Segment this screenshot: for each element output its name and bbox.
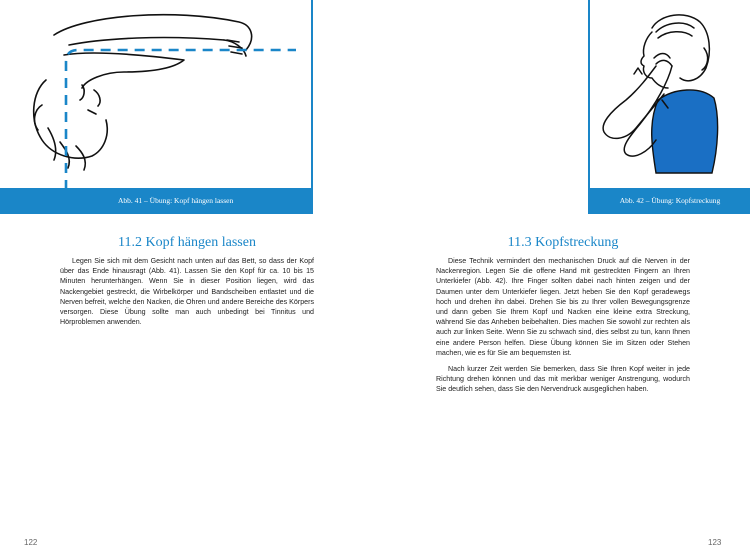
paragraph: Legen Sie sich mit dem Gesicht nach unten auf das Bett, so dass der Kopf über das Ende hinausragt (Abb. 41). Lassen Sie den Kopf für ca. 10 bis 15 Minuten herunterhängen. Wenn Sie in dieser Position liegen, wird das Nackengebiet gestreckt, die Wirbelkörper und Bandscheiben entlastet und die Nerven befreit, welche den Nacken, die Ohren und andere Bereiche des Körpers versorgen. Diese Übung sollte man auch unbedingt bei Tinnitus und Hörproblemen anwenden. (60, 257, 314, 327)
paragraph: Nach kurzer Zeit werden Sie bemerken, dass Sie Ihren Kopf weiter in jede Richtung drehen können und das mit merkbar weniger Anstrengung, wodurch Sie deutlich sehen, dass Sie den Nervendruck ausgeglichen haben. (436, 365, 690, 394)
figure-41-caption: Abb. 41 – Übung: Kopf hängen lassen (0, 188, 311, 212)
page-number-right: 123 (708, 538, 722, 547)
figure-41-frame (0, 0, 313, 214)
head-stretch-illustration (596, 8, 746, 178)
head-hanging-illustration (24, 10, 304, 190)
section-heading-11-3: 11.3 Kopfstreckung (507, 235, 619, 250)
section-heading-11-2: 11.2 Kopf hängen lassen (118, 235, 256, 250)
figure-42-caption: Abb. 42 – Übung: Kopfstreckung (590, 188, 750, 212)
left-body-text (60, 256, 314, 327)
figure-42-frame (588, 0, 750, 214)
paragraph: Diese Technik vermindert den mechanischen Druck auf die Nerven in der Nackenregion. Legen Sie die offene Hand mit gestreckten Fingern an Ihren Unterkiefer (Abb. 42). Ihre Finger sollten dabei nach hinten zeigen und der Daumen unter dem Unterkiefer liegen. Jetzt heben Sie den Kopf geradewegs hoch und drehen ihn dabei. Drehen Sie bis zu Ihrer vollen Bewegungsgrenze und dann geben Sie Ihrem Kopf und Nacken eine kleine extra Streckung, während Sie das Anheben beibehalten. Dies machen Sie sowohl zur rechten als auch zur linken Seite. Wenn Sie zu schwach sind, dies selbst zu tun, kann Ihnen eine andere Person helfen. Diese Übung können Sie im Sitzen oder Stehen machen, wie es für Sie am bequemsten ist. (436, 257, 690, 357)
page-number-left: 122 (24, 538, 38, 547)
right-body-text (436, 256, 690, 395)
